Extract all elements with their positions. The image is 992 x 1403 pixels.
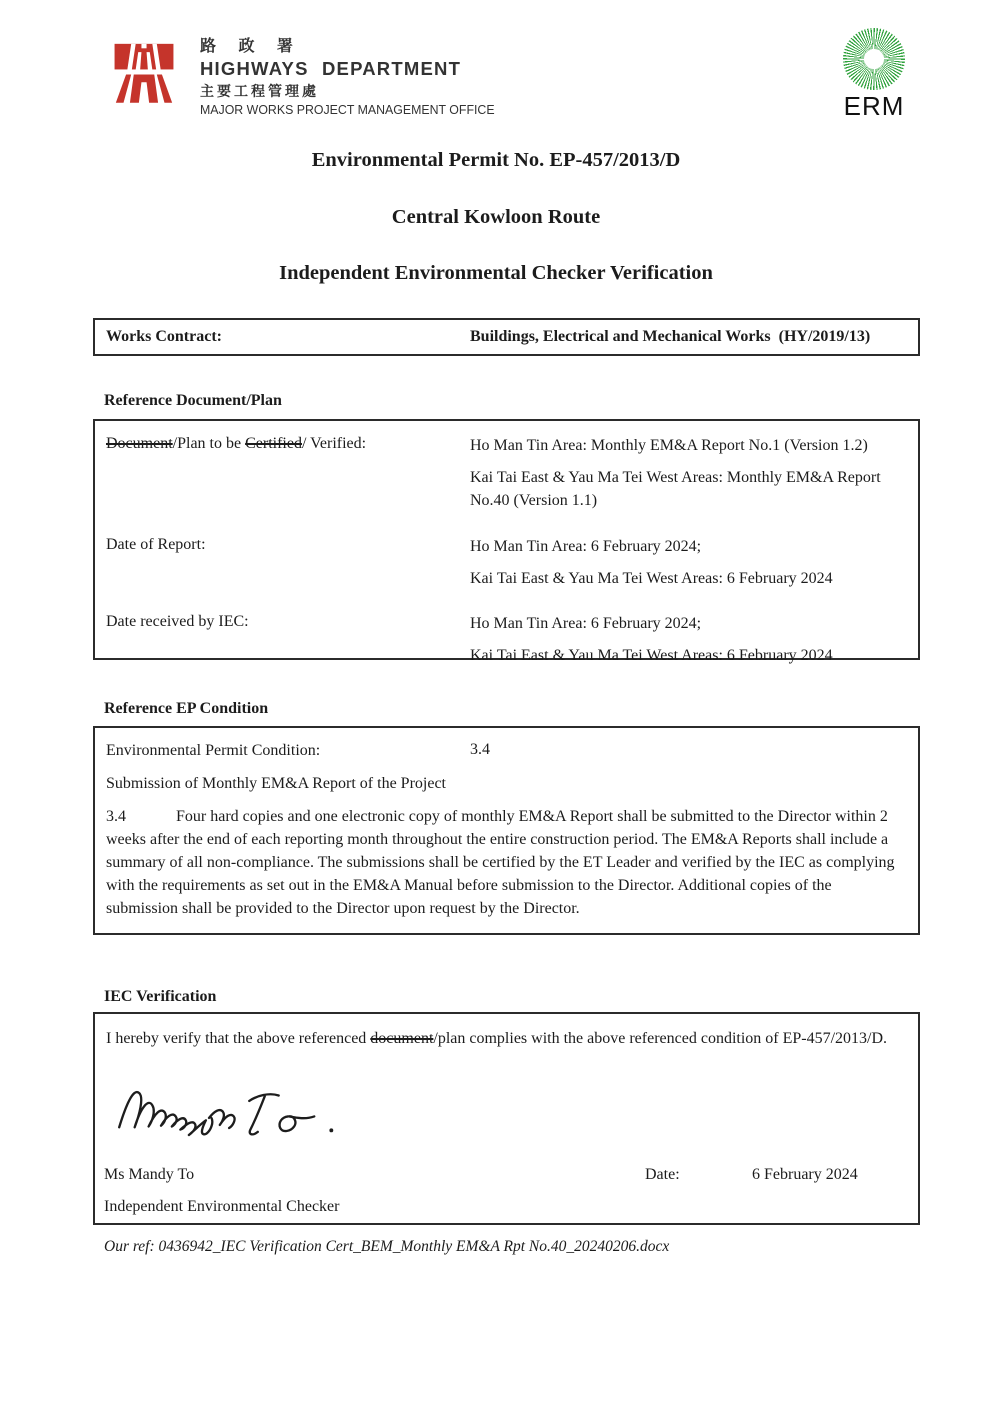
reference-document-heading: Reference Document/Plan: [104, 392, 282, 409]
date-of-report-values: [470, 535, 907, 599]
title-permit-number: Environmental Permit No. EP-457/2013/D: [311, 149, 681, 171]
iec-verification-table: [93, 1012, 920, 1225]
title-document-type: Independent Environmental Checker Verification: [279, 262, 713, 284]
ep-condition-table: [93, 726, 920, 935]
label-end-text: / Verified:: [301, 435, 367, 452]
date-received-value-2: Kai Tai East & Yau Ma Tei West Areas: 6 February 2024: [470, 647, 833, 665]
ep-condition-value: 3.4: [470, 741, 490, 758]
hyd-office-chinese: 主要工程管理處: [200, 82, 319, 99]
hyd-name-english: HIGHWAYS DEPARTMENT: [200, 57, 462, 79]
works-contract-table: [93, 318, 920, 356]
iec-verification-statement: [106, 1027, 907, 1051]
signatory-name: Ms Mandy To: [104, 1166, 195, 1183]
highways-department-logo-icon: [112, 36, 176, 108]
date-value: 6 February 2024: [752, 1166, 858, 1183]
ep-condition-label: Environmental Permit Condition:: [106, 742, 321, 759]
date-received-label: Date received by IEC:: [106, 612, 249, 630]
hyd-name-chinese: 路 政 署: [200, 38, 302, 55]
struck-word-document: Document: [106, 435, 173, 452]
works-contract-value: Buildings, Electrical and Mechanical Works (HY/2019/13): [470, 328, 871, 345]
statement-start: I hereby verify that the above referenced: [106, 1030, 371, 1047]
document-plan-label: [106, 434, 470, 522]
ep-condition-heading: Reference EP Condition: [104, 700, 269, 717]
signoff-row: [104, 1166, 907, 1184]
statement-end: /plan complies with the above referenced condition of EP-457/2013/D.: [433, 1030, 888, 1047]
document-plan-values: [470, 434, 907, 522]
date-of-report-value-1: Ho Man Tin Area: 6 February 2024;: [470, 537, 702, 555]
date-of-report-value-2: Kai Tai East & Yau Ma Tei West Areas: 6 February 2024: [470, 569, 833, 587]
document-plan-row: [106, 434, 907, 522]
works-contract-label: Works Contract:: [106, 328, 222, 345]
ep-condition-subject: Submission of Monthly EM&A Report of the Project: [106, 775, 446, 792]
date-of-report-label: Date of Report:: [106, 535, 206, 553]
date-received-value-1: Ho Man Tin Area: 6 February 2024;: [470, 614, 702, 632]
date-received-values: [470, 612, 907, 676]
ep-condition-row: [106, 741, 907, 760]
date-label: Date:: [645, 1166, 680, 1183]
hyd-office-english: MAJOR WORKS PROJECT MANAGEMENT OFFICE: [200, 102, 495, 118]
label-mid-text: /Plan to be: [172, 435, 246, 452]
iec-verification-heading: IEC Verification: [104, 988, 217, 1005]
highways-department-header: [200, 38, 510, 118]
title-project-name: Central Kowloon Route: [391, 206, 601, 228]
signature-image: [113, 1076, 353, 1146]
ep-condition-clause: [106, 806, 907, 920]
date-received-row: [106, 612, 907, 676]
struck-word-document-2: document: [370, 1030, 434, 1047]
clause-number: 3.4: [106, 808, 126, 825]
erm-label: ERM: [843, 91, 905, 121]
signatory-title: Independent Environmental Checker: [104, 1198, 340, 1215]
struck-word-certified: Certified: [245, 435, 302, 452]
erm-starburst-icon: [843, 28, 905, 90]
reference-document-table: [93, 419, 920, 665]
document-plan-value-2: Kai Tai East & Yau Ma Tei West Areas: Monthly EM&A Report No.40 (Version 1.1): [470, 469, 881, 510]
date-of-report-row: [106, 535, 907, 599]
clause-text: Four hard copies and one electronic copy of monthly EM&A Report shall be submitted to the Director within 2 weeks after the end of each reporting month throughout the entire construction period. The EM&A Reports shall include a summary of all non-compliance. The submissions shall be certified by the ET Leader and verified by the IEC as complying with the requirements as set out in the EM&A Manual before submission to the Director. Additional copies of the submission shall be provided to the Director upon request by the Director.: [106, 808, 895, 917]
document-plan-value-1: Ho Man Tin Area: Monthly EM&A Report No.1 (Version 1.2): [470, 437, 868, 454]
erm-logo: [836, 28, 912, 122]
our-ref-footer: Our ref: 0436942_IEC Verification Cert_BEM_Monthly EM&A Rpt No.40_20240206.docx: [104, 1238, 670, 1255]
